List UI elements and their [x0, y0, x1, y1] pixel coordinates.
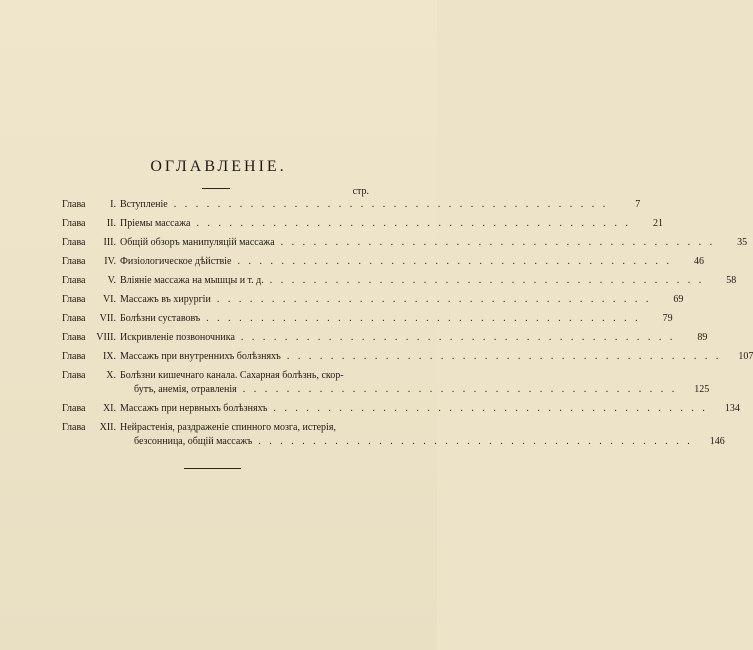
chapter-title-text: бутъ, анемія, отравленія: [134, 384, 237, 395]
chapter-title-line: [120, 312, 673, 326]
toc-entry: [62, 402, 740, 416]
chapter-title-line: [120, 293, 683, 307]
chapter-word: Глава: [62, 256, 86, 267]
chapter-title-line: [120, 383, 709, 397]
chapter-title-text: Болѣзни суставовъ: [120, 313, 201, 324]
chapter-title-block: [120, 274, 736, 288]
chapter-number: I.: [110, 199, 116, 210]
title-rule: [202, 188, 230, 189]
chapter-title-block: [120, 217, 663, 231]
chapter-title-line: [120, 402, 740, 416]
page-number: 35: [737, 237, 748, 248]
page-number: 134: [724, 403, 740, 414]
chapter-number: II.: [106, 218, 116, 229]
chapter-number: X.: [106, 370, 116, 381]
page-title: ОГЛАВЛЕНІЕ.: [150, 158, 287, 175]
chapter-number: VIII.: [96, 332, 116, 343]
leader-dots: . . . . . . . . . . . . . . . . . . . . . . . . . . . . . . . . . . . . . . . .: [173, 199, 609, 210]
chapter-title-line: [120, 217, 663, 231]
chapter-title-block: [120, 236, 747, 250]
chapter-word: Глава: [62, 370, 86, 381]
chapter-word: Глава: [62, 332, 86, 343]
page-column-label: стр.: [352, 186, 369, 197]
leader-dots: . . . . . . . . . . . . . . . . . . . . . . . . . . . . . . . . . . . . . . . .: [258, 436, 693, 447]
leader-dots: . . . . . . . . . . . . . . . . . . . . . . . . . . . . . . . . . . . . . . . .: [242, 384, 678, 395]
leader-dots: . . . . . . . . . . . . . . . . . . . . . . . . . . . . . . . . . . . . . . . .: [286, 351, 722, 362]
chapter-title-block: [120, 421, 725, 449]
chapter-title-text: Массажъ въ хирургіи: [120, 294, 211, 305]
chapter-title-text: Вступленіе: [120, 199, 168, 210]
chapter-title-text: Вліяніе массажа на мышцы и т. д.: [120, 275, 264, 286]
chapter-title-text: Пріемы массажа: [120, 218, 191, 229]
toc-entry: [62, 350, 753, 364]
page-number: 89: [697, 332, 708, 343]
toc-entry: [62, 331, 708, 345]
page-number: 79: [662, 313, 673, 324]
chapter-number: XI.: [102, 403, 116, 414]
chapter-title-text: Болѣзни кишечнаго канала. Сахарная болѣзнь, скор-: [120, 370, 344, 381]
chapter-word: Глава: [62, 237, 86, 248]
page-number: 21: [652, 218, 663, 229]
chapter-title-line: [120, 350, 753, 364]
page-number: 58: [726, 275, 737, 286]
chapter-title-block: [120, 350, 753, 364]
leader-dots: . . . . . . . . . . . . . . . . . . . . . . . . . . . . . . . . . . . . . . . .: [216, 294, 652, 305]
chapter-title-block: [120, 198, 640, 212]
leader-dots: . . . . . . . . . . . . . . . . . . . . . . . . . . . . . . . . . . . . . . . .: [280, 237, 716, 248]
toc-entry: [62, 369, 710, 397]
chapter-word: Глава: [62, 351, 86, 362]
chapter-title-line: [120, 255, 704, 269]
toc-entry: [62, 421, 725, 449]
chapter-title-block: [120, 312, 673, 326]
closing-rule: [184, 468, 241, 469]
leader-dots: . . . . . . . . . . . . . . . . . . . . . . . . . . . . . . . . . . . . . . . .: [206, 313, 641, 324]
toc-entry: [62, 312, 673, 326]
chapter-title-line: [120, 331, 707, 345]
chapter-number: V.: [107, 275, 116, 286]
leader-dots: . . . . . . . . . . . . . . . . . . . . . . . . . . . . . . . . . . . . . . . .: [196, 218, 631, 229]
leader-dots: . . . . . . . . . . . . . . . . . . . . . . . . . . . . . . . . . . . . . . . .: [273, 403, 708, 414]
chapter-word: Глава: [62, 275, 86, 286]
toc-entry: [62, 236, 748, 250]
chapter-title-text: Физіологическое дѣйствіе: [120, 256, 232, 267]
chapter-title-text: Общій обзоръ манипуляцій массажа: [120, 237, 275, 248]
chapter-number: IV.: [104, 256, 116, 267]
chapter-word: Глава: [62, 218, 86, 229]
leader-dots: . . . . . . . . . . . . . . . . . . . . . . . . . . . . . . . . . . . . . . . .: [237, 256, 672, 267]
toc-entry: [62, 255, 704, 269]
leader-dots: . . . . . . . . . . . . . . . . . . . . . . . . . . . . . . . . . . . . . . . .: [240, 332, 676, 343]
chapter-number: III.: [103, 237, 116, 248]
chapter-title-line: [120, 435, 725, 449]
chapter-word: Глава: [62, 313, 86, 324]
chapter-title-text: Искривленіе позвоночника: [120, 332, 235, 343]
page-number: 7: [635, 199, 641, 210]
chapter-title-text: Массажъ при нервныхъ болѣзняхъ: [120, 403, 268, 414]
toc-entry: [62, 293, 684, 307]
toc-entry: [62, 274, 737, 288]
chapter-word: Глава: [62, 199, 86, 210]
chapter-number: XII.: [99, 422, 116, 433]
table-of-contents: [62, 198, 753, 454]
chapter-title-line: [120, 274, 736, 288]
chapter-number: IX.: [102, 351, 116, 362]
chapter-title-text: Нейрастенія, раздраженіе спинного мозга, истерія,: [120, 422, 336, 433]
chapter-title-line: [120, 421, 725, 435]
chapter-title-line: [120, 369, 709, 383]
chapter-title-line: [120, 198, 640, 212]
chapter-title-text: Массажъ при внутреннихъ болѣзняхъ: [120, 351, 281, 362]
chapter-title-block: [120, 369, 709, 397]
page-number: 146: [709, 436, 725, 447]
page-number: 107: [738, 351, 753, 362]
chapter-number: VI.: [102, 294, 116, 305]
leader-dots: . . . . . . . . . . . . . . . . . . . . . . . . . . . . . . . . . . . . . . . .: [269, 275, 705, 286]
page-number: 46: [693, 256, 704, 267]
chapter-number: VII.: [99, 313, 116, 324]
page-number: 69: [673, 294, 684, 305]
toc-entry: [62, 198, 641, 212]
chapter-title-block: [120, 293, 683, 307]
chapter-title-block: [120, 402, 740, 416]
chapter-word: Глава: [62, 422, 86, 433]
page-number: 125: [694, 384, 710, 395]
chapter-word: Глава: [62, 294, 86, 305]
chapter-title-line: [120, 236, 747, 250]
toc-entry: [62, 217, 663, 231]
chapter-word: Глава: [62, 403, 86, 414]
chapter-title-text: безсонница, общій массажъ: [134, 436, 253, 447]
chapter-title-block: [120, 331, 707, 345]
chapter-title-block: [120, 255, 704, 269]
